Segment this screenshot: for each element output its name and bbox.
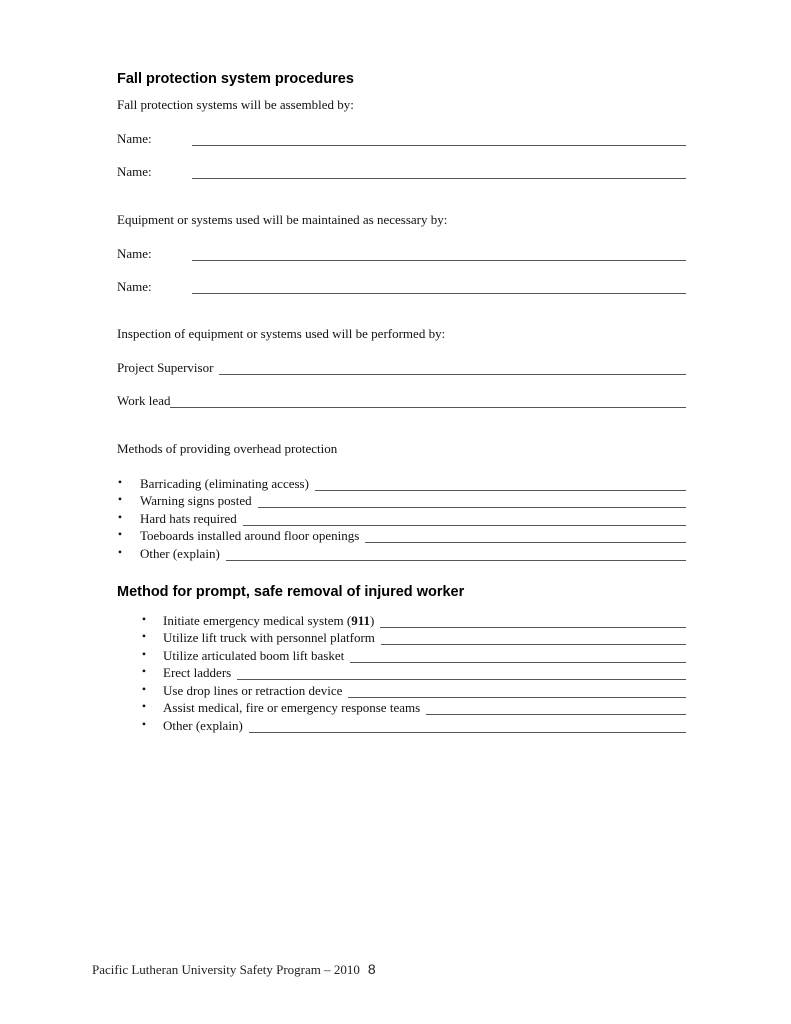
page-number: 8 bbox=[367, 961, 376, 977]
removal-item-label: Erect ladders bbox=[163, 665, 232, 680]
removal-item-field[interactable] bbox=[348, 685, 686, 698]
maintained-name-field-1[interactable] bbox=[192, 248, 686, 261]
bullet: • bbox=[141, 699, 147, 713]
removal-item-field[interactable] bbox=[237, 667, 686, 680]
bullet: • bbox=[141, 717, 147, 731]
overhead-item-field[interactable] bbox=[226, 548, 686, 561]
work-lead-row bbox=[117, 392, 686, 408]
removal-item-row bbox=[163, 717, 686, 733]
removal-item-row bbox=[163, 682, 686, 698]
bullet: • bbox=[117, 475, 123, 489]
footer-text: Pacific Lutheran University Safety Program – 2010 bbox=[92, 962, 360, 977]
removal-item-label-prefix: Initiate emergency medical system ( bbox=[163, 613, 352, 628]
overhead-item-row bbox=[140, 475, 686, 491]
name-label: Name: bbox=[117, 246, 152, 261]
name-label: Name: bbox=[117, 131, 152, 146]
bullet: • bbox=[141, 664, 147, 678]
overhead-item-field[interactable] bbox=[258, 495, 686, 508]
bullet: • bbox=[141, 629, 147, 643]
assembled-name-row-1 bbox=[117, 130, 686, 146]
assembled-intro: Fall protection systems will be assembled by: bbox=[117, 97, 354, 112]
overhead-item-label: Hard hats required bbox=[140, 511, 237, 526]
work-lead-label: Work lead bbox=[117, 393, 171, 408]
overhead-item-label: Warning signs posted bbox=[140, 493, 252, 508]
removal-item-row bbox=[163, 647, 686, 663]
bullet: • bbox=[117, 545, 123, 559]
overhead-item-field[interactable] bbox=[315, 478, 686, 491]
bullet: • bbox=[117, 492, 123, 506]
name-label: Name: bbox=[117, 164, 152, 179]
removal-item-field[interactable] bbox=[426, 702, 686, 715]
maintained-name-field-2[interactable] bbox=[192, 281, 686, 294]
overhead-item-field[interactable] bbox=[243, 513, 686, 526]
removal-item-field[interactable] bbox=[380, 615, 686, 628]
project-supervisor-label: Project Supervisor bbox=[117, 360, 214, 375]
emergency-number: 911 bbox=[351, 613, 370, 628]
name-label: Name: bbox=[117, 279, 152, 294]
overhead-item-field[interactable] bbox=[365, 530, 686, 543]
project-supervisor-field[interactable] bbox=[219, 362, 686, 375]
removal-item-label: Utilize lift truck with personnel platform bbox=[163, 630, 375, 645]
work-lead-field[interactable] bbox=[170, 395, 686, 408]
removal-item-label: Assist medical, fire or emergency response teams bbox=[163, 700, 421, 715]
bullet: • bbox=[117, 527, 123, 541]
overhead-item-label: Barricading (eliminating access) bbox=[140, 476, 309, 491]
removal-item-field[interactable] bbox=[350, 650, 686, 663]
removal-item-label-suffix: ) bbox=[370, 613, 375, 628]
overhead-item-row bbox=[140, 492, 686, 508]
overhead-item-row bbox=[140, 510, 686, 526]
overhead-intro: Methods of providing overhead protection bbox=[117, 441, 338, 456]
removal-item-label: Other (explain) bbox=[163, 718, 243, 733]
bullet: • bbox=[141, 647, 147, 661]
removal-item-row bbox=[163, 664, 686, 680]
maintained-intro: Equipment or systems used will be maintained as necessary by: bbox=[117, 212, 448, 227]
maintained-name-row-2 bbox=[117, 278, 686, 294]
maintained-name-row-1 bbox=[117, 245, 686, 261]
page-footer bbox=[92, 961, 376, 978]
assembled-name-field-1[interactable] bbox=[192, 133, 686, 146]
removal-item-field[interactable] bbox=[381, 632, 686, 645]
removal-item-row bbox=[163, 629, 686, 645]
section-title-fall-protection: Fall protection system procedures bbox=[117, 71, 354, 87]
project-supervisor-row bbox=[117, 359, 686, 375]
bullet: • bbox=[141, 682, 147, 696]
assembled-name-row-2 bbox=[117, 163, 686, 179]
overhead-item-row bbox=[140, 545, 686, 561]
overhead-item-label: Other (explain) bbox=[140, 546, 220, 561]
removal-item-label: Use drop lines or retraction device bbox=[163, 683, 343, 698]
removal-item-row bbox=[163, 699, 686, 715]
overhead-item-label: Toeboards installed around floor openings bbox=[140, 528, 360, 543]
removal-item-label: Utilize articulated boom lift basket bbox=[163, 648, 345, 663]
section-title-injured-worker-removal: Method for prompt, safe removal of injured worker bbox=[117, 584, 465, 600]
inspection-intro: Inspection of equipment or systems used will be performed by: bbox=[117, 326, 446, 341]
bullet: • bbox=[117, 510, 123, 524]
bullet: • bbox=[141, 612, 147, 626]
removal-item-label bbox=[163, 613, 380, 628]
assembled-name-field-2[interactable] bbox=[192, 166, 686, 179]
removal-item-field[interactable] bbox=[249, 720, 686, 733]
overhead-item-row bbox=[140, 527, 686, 543]
removal-item-row bbox=[163, 612, 686, 628]
